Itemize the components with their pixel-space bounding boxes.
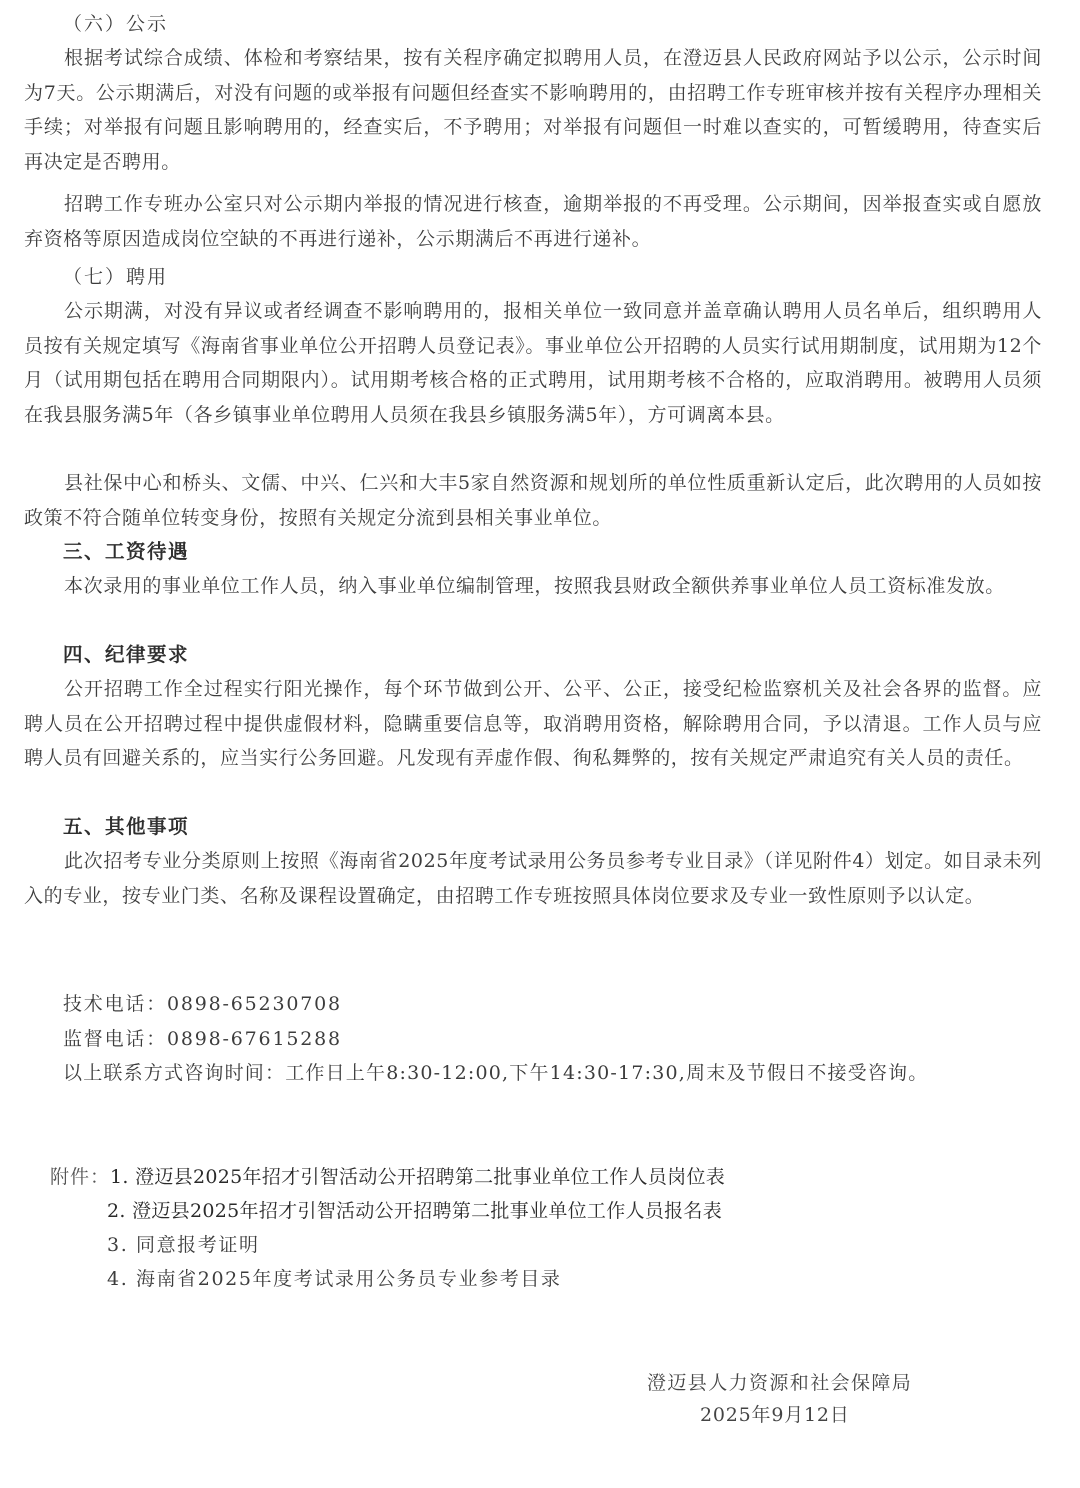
attachment-label: 附件： — [50, 1166, 111, 1188]
attachment-text-1: 1. 澄迈县2025年招才引智活动公开招聘第二批事业单位工作人员岗位表 — [110, 1166, 726, 1188]
tech-phone: 技术电话：0898-65230708 — [63, 993, 342, 1015]
section-heading-publicity: （六）公示 — [63, 13, 169, 35]
consult-hours: 以上联系方式咨询时间：工作日上午8:30-12:00,下午14:30-17:30,周末及节假日不接受咨询。 — [63, 1062, 929, 1084]
issue-date: 2025年9月12日 — [700, 1404, 850, 1426]
paragraph-publicity-2: 招聘工作专班办公室只对公示期内举报的情况进行核查，逾期举报的不再受理。公示期间，因举报查实或自愿放弃资格等原因造成岗位空缺的不再进行递补，公示期满后不再进行递补。 — [24, 193, 1042, 250]
paragraph-employment-1: 公示期满，对没有异议或者经调查不影响聘用的，报相关单位一致同意并盖章确认聘用人员名单后，组织聘用人员按有关规定填写《海南省事业单位公开招聘人员登记表》。事业单位公开招聘的人员实行试用期制度，试用期为12个月（试用期包括在聘用合同期限内）。试用期考核合格的正式聘用，试用期考核不合格的，应取消聘用。被聘用人员须在我县服务满5年（各乡镇事业单位聘用人员须在我县乡镇服务满5年），方可调离本县。 — [24, 300, 1042, 426]
issuing-organization: 澄迈县人力资源和社会保障局 — [647, 1372, 913, 1394]
section-heading-employment: （七）聘用 — [63, 266, 169, 288]
section-heading-discipline: 四、纪律要求 — [63, 643, 190, 666]
paragraph-other: 此次招考专业分类原则上按照《海南省2025年度考试录用公务员参考专业目录》（详见附件4）划定。如目录未列入的专业，按专业门类、名称及课程设置确定，由招聘工作专班按照具体岗位要求及专业一致性原则予以认定。 — [24, 850, 1042, 907]
paragraph-discipline: 公开招聘工作全过程实行阳光操作，每个环节做到公开、公平、公正，接受纪检监察机关及社会各界的监督。应聘人员在公开招聘过程中提供虚假材料，隐瞒重要信息等，取消聘用资格，解除聘用合同，予以清退。工作人员与应聘人员有回避关系的，应当实行公务回避。凡发现有弄虚作假、徇私舞弊的，按有关规定严肃追究有关人员的责任。 — [24, 678, 1042, 769]
supervise-phone: 监督电话：0898-67615288 — [63, 1028, 342, 1050]
paragraph-publicity-1: 根据考试综合成绩、体检和考察结果，按有关程序确定拟聘用人员，在澄迈县人民政府网站予以公示，公示时间为7天。公示期满后，对没有问题的或举报有问题但经查实不影响聘用的，由招聘工作专班审核并按有关程序办理相关手续；对举报有问题且影响聘用的，经查实后，不予聘用；对举报有问题但一时难以查实的，可暂缓聘用，待查实后再决定是否聘用。 — [24, 47, 1042, 173]
section-heading-salary: 三、工资待遇 — [63, 540, 190, 563]
attachment-item-2: 2. 澄迈县2025年招才引智活动公开招聘第二批事业单位工作人员报名表 — [107, 1200, 723, 1222]
attachment-item-1 — [50, 1166, 725, 1188]
section-heading-other: 五、其他事项 — [63, 815, 190, 838]
attachment-item-3: 3. 同意报考证明 — [107, 1234, 260, 1256]
paragraph-salary: 本次录用的事业单位工作人员，纳入事业单位编制管理，按照我县财政全额供养事业单位人员工资标准发放。 — [64, 575, 1005, 597]
attachment-item-4: 4. 海南省2025年度考试录用公务员专业参考目录 — [107, 1268, 562, 1290]
paragraph-employment-2: 县社保中心和桥头、文儒、中兴、仁兴和大丰5家自然资源和规划所的单位性质重新认定后，此次聘用的人员如按政策不符合随单位转变身份，按照有关规定分流到县相关事业单位。 — [24, 472, 1042, 529]
